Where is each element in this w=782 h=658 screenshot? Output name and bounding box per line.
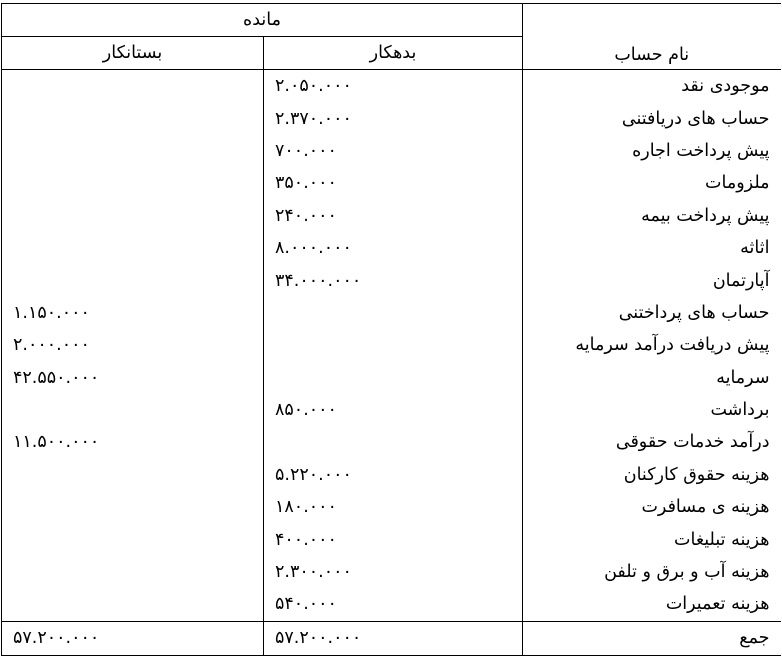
debit-cell: ۳۴.۰۰۰.۰۰۰	[264, 264, 523, 296]
table-row	[2, 70, 781, 103]
credit-cell	[2, 523, 264, 555]
table-row	[2, 264, 781, 296]
table-row	[2, 167, 781, 199]
credit-cell	[2, 394, 264, 426]
total-debit: ۵۷.۲۰۰.۰۰۰	[264, 621, 523, 655]
debit-cell: ۵۴۰.۰۰۰	[264, 588, 523, 621]
debit-cell: ۲۴۰.۰۰۰	[264, 200, 523, 232]
total-label: جمع	[523, 621, 781, 655]
account-name-cell: پیش پرداخت بیمه	[523, 200, 781, 232]
table-row	[2, 394, 781, 426]
credit-cell: ۱.۱۵۰.۰۰۰	[2, 297, 264, 329]
debit-cell: ۴۰۰.۰۰۰	[264, 523, 523, 555]
table-row	[2, 200, 781, 232]
table-body	[2, 70, 781, 622]
table-row	[2, 426, 781, 458]
account-name-cell: موجودی نقد	[523, 70, 781, 103]
debit-cell: ۷۰۰.۰۰۰	[264, 135, 523, 167]
credit-cell	[2, 459, 264, 491]
table-row	[2, 523, 781, 555]
account-name-cell: اثاثه	[523, 232, 781, 264]
header-row-group	[2, 4, 781, 37]
account-name-cell: هزینه حقوق کارکنان	[523, 459, 781, 491]
credit-cell: ۴۲.۵۵۰.۰۰۰	[2, 362, 264, 394]
credit-cell	[2, 70, 264, 103]
debit-cell: ۲.۳۰۰.۰۰۰	[264, 556, 523, 588]
table-row	[2, 362, 781, 394]
account-name-cell: آپارتمان	[523, 264, 781, 296]
table-row	[2, 232, 781, 264]
credit-cell	[2, 200, 264, 232]
account-name-cell: هزینه آب و برق و تلفن	[523, 556, 781, 588]
debit-cell	[264, 297, 523, 329]
header-account-name: نام حساب	[523, 4, 781, 70]
table-row	[2, 556, 781, 588]
account-name-cell: حساب های پرداختنی	[523, 297, 781, 329]
credit-cell	[2, 264, 264, 296]
header-remainder: مانده	[2, 4, 523, 37]
debit-cell: ۲.۰۵۰.۰۰۰	[264, 70, 523, 103]
table-row	[2, 459, 781, 491]
account-name-cell: پیش پرداخت اجاره	[523, 135, 781, 167]
table-row	[2, 102, 781, 134]
table-row	[2, 588, 781, 621]
debit-cell: ۵.۲۲۰.۰۰۰	[264, 459, 523, 491]
debit-cell: ۸.۰۰۰.۰۰۰	[264, 232, 523, 264]
account-name-cell: برداشت	[523, 394, 781, 426]
debit-cell	[264, 329, 523, 361]
table-row	[2, 297, 781, 329]
debit-cell	[264, 426, 523, 458]
debit-cell: ۳۵۰.۰۰۰	[264, 167, 523, 199]
header-debit: بدهکار	[264, 37, 523, 70]
table-row	[2, 329, 781, 361]
account-name-cell: سرمایه	[523, 362, 781, 394]
credit-cell	[2, 232, 264, 264]
account-name-cell: حساب های دریافتنی	[523, 102, 781, 134]
account-name-cell: هزینه تبلیغات	[523, 523, 781, 555]
credit-cell: ۲.۰۰۰.۰۰۰	[2, 329, 264, 361]
account-name-cell: هزینه تعمیرات	[523, 588, 781, 621]
credit-cell	[2, 588, 264, 621]
credit-cell	[2, 491, 264, 523]
header-credit: بستانکار	[2, 37, 264, 70]
account-name-cell: هزینه ی مسافرت	[523, 491, 781, 523]
credit-cell: ۱۱.۵۰۰.۰۰۰	[2, 426, 264, 458]
credit-cell	[2, 556, 264, 588]
credit-cell	[2, 102, 264, 134]
total-row	[2, 621, 781, 655]
credit-cell	[2, 135, 264, 167]
debit-cell	[264, 362, 523, 394]
account-name-cell: پیش دریافت درآمد سرمایه	[523, 329, 781, 361]
trial-balance-table	[1, 3, 781, 656]
debit-cell: ۸۵۰.۰۰۰	[264, 394, 523, 426]
credit-cell	[2, 167, 264, 199]
total-credit: ۵۷.۲۰۰.۰۰۰	[2, 621, 264, 655]
debit-cell: ۲.۳۷۰.۰۰۰	[264, 102, 523, 134]
table-row	[2, 135, 781, 167]
table-row	[2, 491, 781, 523]
account-name-cell: ملزومات	[523, 167, 781, 199]
debit-cell: ۱۸۰.۰۰۰	[264, 491, 523, 523]
account-name-cell: درآمد خدمات حقوقی	[523, 426, 781, 458]
